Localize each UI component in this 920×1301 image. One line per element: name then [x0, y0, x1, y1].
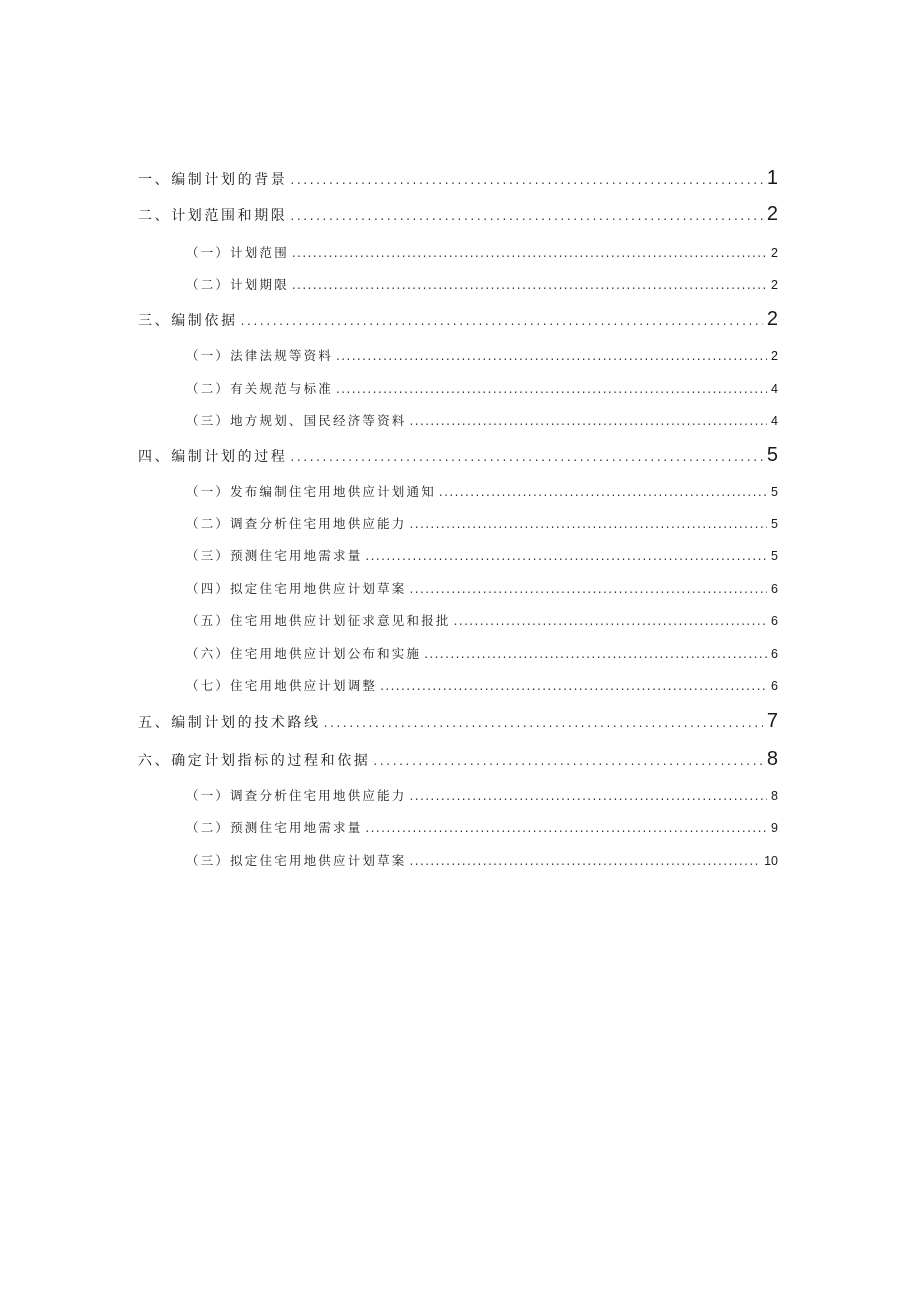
toc-leader: [373, 754, 762, 768]
toc-entry-2-1[interactable]: [186, 243, 778, 261]
toc-title: （五）住宅用地供应计划征求意见和报批: [186, 613, 451, 628]
toc-leader: [241, 314, 763, 328]
toc-title: 四、编制计划的过程: [138, 449, 288, 465]
toc-leader: [365, 549, 767, 563]
toc-title: （二）预测住宅用地需求量: [186, 820, 363, 835]
toc-entry-4-6[interactable]: [186, 644, 778, 662]
toc-entry-4-2[interactable]: [186, 514, 778, 532]
toc-leader: [439, 485, 767, 499]
toc-entry-5[interactable]: [138, 710, 778, 733]
toc-page-number: 5: [771, 549, 778, 563]
toc-leader: [292, 278, 767, 292]
toc-page-number: 7: [766, 710, 778, 732]
toc-entry-4-1[interactable]: [186, 482, 778, 500]
toc-page-number: 2: [766, 203, 778, 225]
toc-title: （二）调查分析住宅用地供应能力: [186, 516, 407, 531]
toc-page-number: 6: [771, 614, 778, 628]
toc-title: （一）计划范围: [186, 245, 289, 260]
toc-entry-6-1[interactable]: [186, 786, 778, 804]
toc-page-number: 2: [771, 278, 778, 292]
toc-page-number: 5: [771, 517, 778, 531]
toc-leader: [410, 582, 768, 596]
toc-leader: [380, 679, 767, 693]
toc-entry-4-7[interactable]: [186, 676, 778, 694]
toc-title: （七）住宅用地供应计划调整: [186, 678, 378, 693]
toc-page-number: 2: [771, 349, 778, 363]
toc-title: （三）拟定住宅用地供应计划草案: [186, 853, 407, 868]
toc-title: 五、编制计划的技术路线: [138, 715, 321, 731]
toc-leader: [324, 716, 763, 730]
toc-leader: [336, 349, 767, 363]
toc-leader: [290, 209, 762, 223]
toc-leader: [410, 414, 768, 428]
toc-leader: [410, 789, 768, 803]
toc-leader: [424, 647, 767, 661]
toc-title: （四）拟定住宅用地供应计划草案: [186, 581, 407, 596]
toc-entry-6-3[interactable]: [186, 851, 778, 869]
toc-page-number: 5: [771, 485, 778, 499]
toc-page-number: 8: [766, 748, 778, 770]
toc-leader: [365, 821, 767, 835]
toc-entry-6[interactable]: [138, 748, 778, 771]
toc-entry-1[interactable]: [138, 167, 778, 190]
toc-page-number: 10: [764, 854, 778, 868]
toc-page-number: 6: [771, 647, 778, 661]
toc-entry-3-2[interactable]: [186, 379, 778, 397]
toc-leader: [410, 854, 761, 868]
toc-entry-3-3[interactable]: [186, 411, 778, 429]
toc-title: （一）调查分析住宅用地供应能力: [186, 788, 407, 803]
toc-title: 一、编制计划的背景: [138, 172, 288, 188]
toc-page-number: 8: [771, 789, 778, 803]
toc-page-number: 2: [771, 246, 778, 260]
toc-page-number: 6: [771, 679, 778, 693]
toc-leader: [290, 450, 762, 464]
toc-entry-4-5[interactable]: [186, 611, 778, 629]
toc-leader: [290, 173, 762, 187]
toc-leader: [410, 517, 768, 531]
toc-page-number: 4: [771, 382, 778, 396]
toc-page-number: 9: [771, 821, 778, 835]
toc-title: 三、编制依据: [138, 313, 238, 329]
toc-leader: [292, 246, 767, 260]
toc-entry-4-3[interactable]: [186, 546, 778, 564]
toc-page-number: 2: [766, 308, 778, 330]
toc-page-number: 1: [766, 167, 778, 189]
toc-entry-3-1[interactable]: [186, 346, 778, 364]
toc-entry-2[interactable]: [138, 203, 778, 226]
toc-title: （三）预测住宅用地需求量: [186, 548, 363, 563]
toc-page-number: 5: [766, 444, 778, 466]
toc-entry-3[interactable]: [138, 308, 778, 331]
toc-leader: [336, 382, 767, 396]
toc-entry-2-2[interactable]: [186, 275, 778, 293]
toc-title: （六）住宅用地供应计划公布和实施: [186, 646, 422, 661]
toc-entry-6-2[interactable]: [186, 818, 778, 836]
toc-title: （二）计划期限: [186, 277, 289, 292]
toc-title: 二、计划范围和期限: [138, 208, 288, 224]
toc-title: （一）法律法规等资料: [186, 348, 334, 363]
toc-title: （三）地方规划、国民经济等资料: [186, 413, 407, 428]
toc-title: （一）发布编制住宅用地供应计划通知: [186, 484, 436, 499]
toc-page-number: 6: [771, 582, 778, 596]
toc-title: （二）有关规范与标准: [186, 381, 334, 396]
toc-entry-4[interactable]: [138, 444, 778, 467]
toc-title: 六、确定计划指标的过程和依据: [138, 753, 371, 769]
toc-leader: [454, 614, 767, 628]
toc-page-number: 4: [771, 414, 778, 428]
toc-entry-4-4[interactable]: [186, 579, 778, 597]
